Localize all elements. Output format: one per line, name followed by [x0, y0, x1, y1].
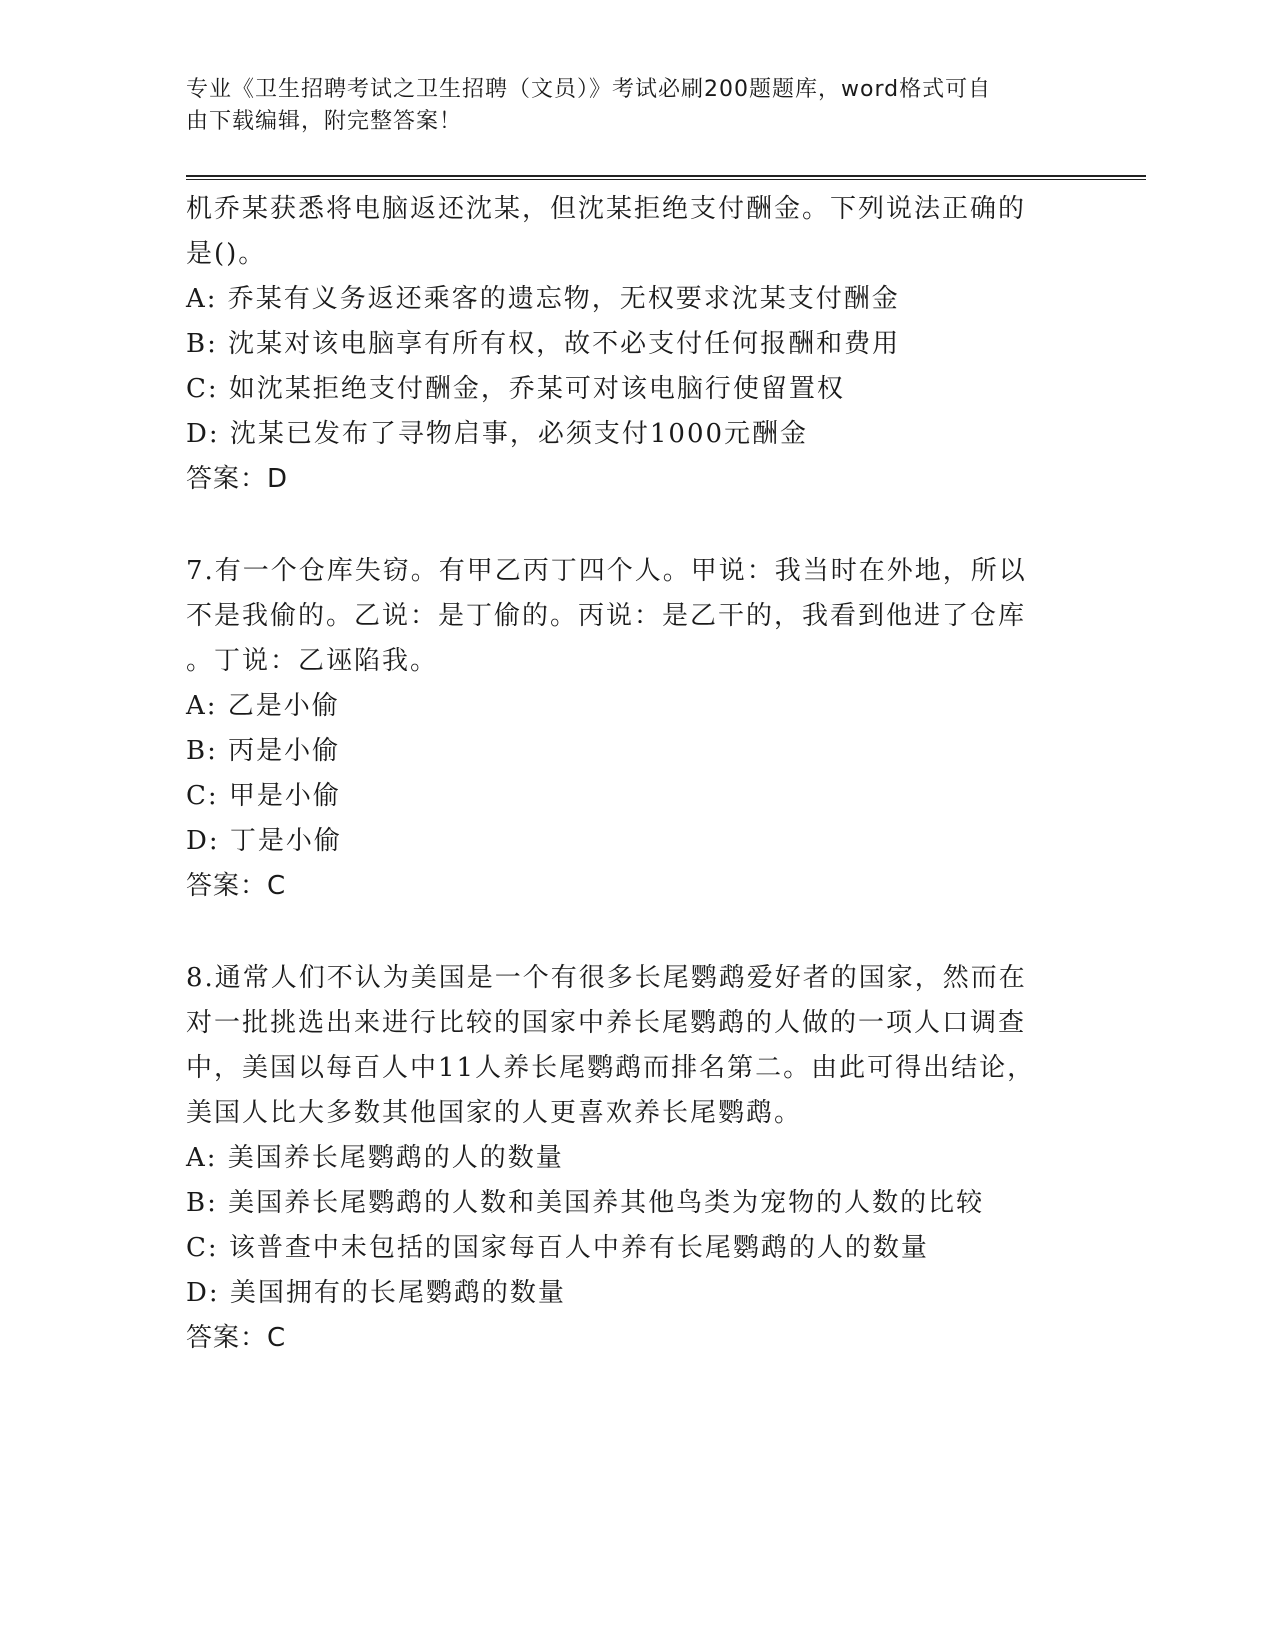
option-b: B: 丙是小偷	[186, 736, 341, 766]
question-list	[186, 187, 1066, 1361]
option-a: A: 乙是小偷	[186, 691, 340, 721]
option-c: C: 如沈某拒绝支付酬金，乔某可对该电脑行使留置权	[186, 374, 845, 404]
option-a: A: 美国养长尾鹦鹉的人的数量	[186, 1143, 564, 1173]
option-d: D: 丁是小偷	[186, 826, 342, 856]
option-b: B: 沈某对该电脑享有所有权，故不必支付任何报酬和费用	[186, 329, 901, 359]
question-stem-line: 对一批挑选出来进行比较的国家中养长尾鹦鹉的人做的一项人口调查	[186, 1008, 1027, 1038]
question-stem-line: 是()。	[186, 239, 267, 269]
question-stem-line: 。丁说：乙诬陷我。	[186, 646, 439, 676]
question-spacer	[186, 909, 1066, 956]
header-title-line-1: 专业《卫生招聘考试之卫生招聘（文员）》考试必刷200题题库，word格式可自	[186, 77, 992, 102]
question-stem-line: 不是我偷的。乙说：是丁偷的。丙说：是乙干的，我看到他进了仓库	[186, 601, 1027, 631]
answer-text: 答案：C	[186, 1323, 287, 1353]
page-header	[186, 74, 1066, 138]
option-a: A: 乔某有义务返还乘客的遗忘物，无权要求沈某支付酬金	[186, 284, 900, 314]
header-title-line-2: 由下载编辑，附完整答案！	[186, 109, 463, 134]
answer-text: 答案：D	[186, 464, 289, 494]
question-block	[186, 187, 1066, 502]
option-c: C: 该普查中未包括的国家每百人中养有长尾鹦鹉的人的数量	[186, 1233, 929, 1263]
question-stem-line: 机乔某获悉将电脑返还沈某，但沈某拒绝支付酬金。下列说法正确的	[186, 194, 1027, 224]
option-c: C: 甲是小偷	[186, 781, 341, 811]
answer-text: 答案：C	[186, 871, 287, 901]
question-block	[186, 549, 1066, 909]
header-divider	[186, 175, 1146, 180]
question-spacer	[186, 502, 1066, 549]
question-block	[186, 956, 1066, 1361]
option-d: D: 沈某已发布了寻物启事，必须支付1000元酬金	[186, 419, 809, 449]
question-stem-line: 美国人比大多数其他国家的人更喜欢养长尾鹦鹉。	[186, 1098, 803, 1128]
option-b: B: 美国养长尾鹦鹉的人数和美国养其他鸟类为宠物的人数的比较	[186, 1188, 985, 1218]
option-d: D: 美国拥有的长尾鹦鹉的数量	[186, 1278, 566, 1308]
question-stem-line: 中，美国以每百人中11人养长尾鹦鹉而排名第二。由此可得出结论，	[186, 1053, 1036, 1083]
question-stem-line: 8.通常人们不认为美国是一个有很多长尾鹦鹉爱好者的国家，然而在	[186, 963, 1027, 993]
question-stem-line: 7.有一个仓库失窃。有甲乙丙丁四个人。甲说：我当时在外地，所以	[186, 556, 1027, 586]
